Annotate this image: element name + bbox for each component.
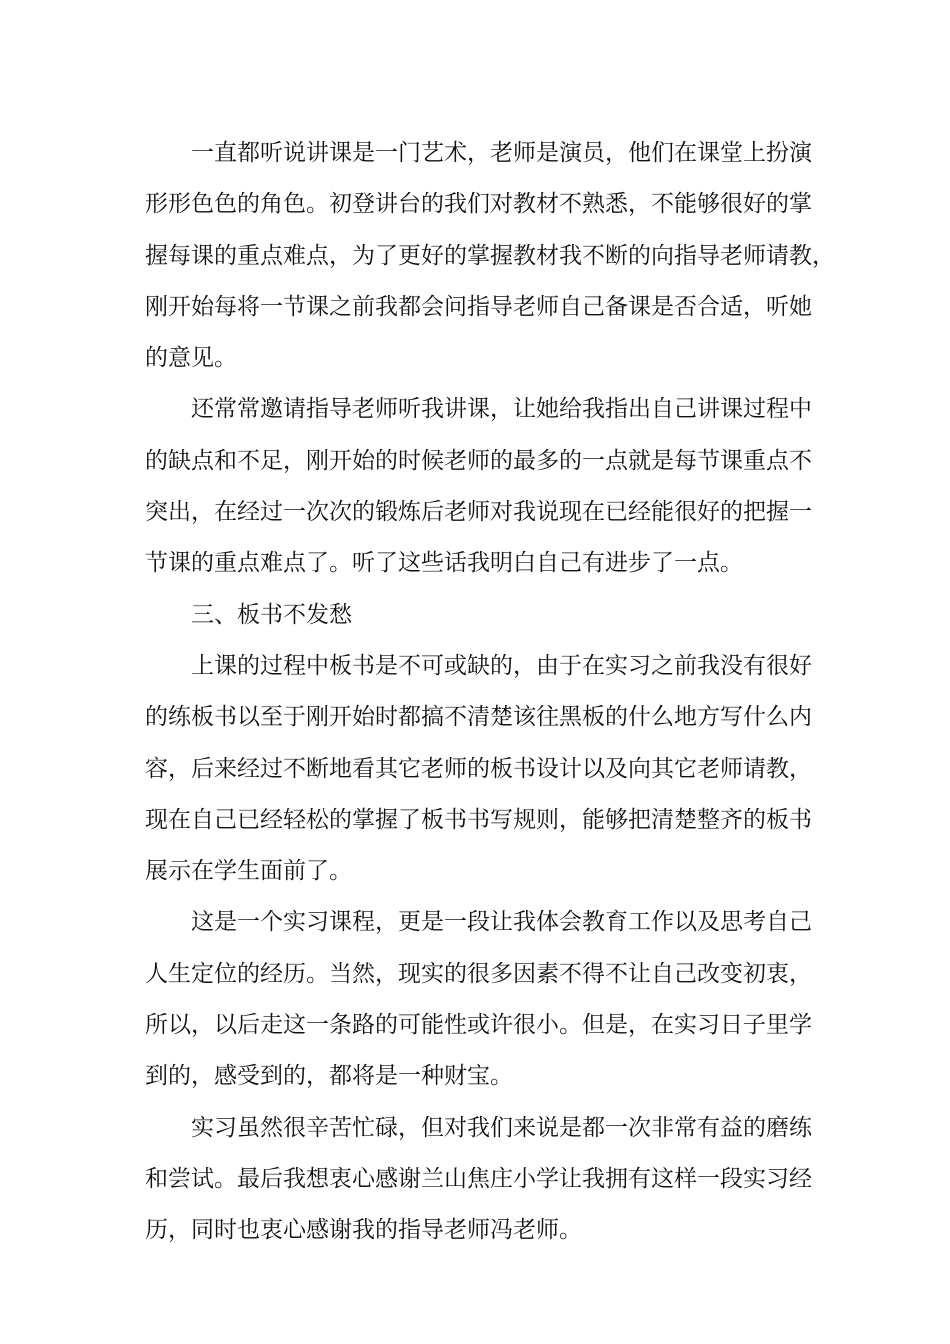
paragraph-2-line-1: 还常常邀请指导老师听我讲课，让她给我指出自己讲课过程中 <box>191 396 812 423</box>
paragraph-4-line-2: 人生定位的经历。当然，现实的很多因素不得不让自己改变初衷， <box>145 960 812 987</box>
paragraph-5-line-3: 历，同时也衷心感谢我的指导老师冯老师。 <box>145 1217 582 1244</box>
section-heading: 三、板书不发愁 <box>191 601 352 628</box>
paragraph-4-line-1: 这是一个实习课程，更是一段让我体会教育工作以及思考自己 <box>191 909 812 936</box>
paragraph-4-line-3: 所以，以后走这一条路的可能性或许很小。但是，在实习日子里学 <box>145 1012 812 1039</box>
paragraph-5-line-1: 实习虽然很辛苦忙碌，但对我们来说是都一次非常有益的磨练 <box>191 1114 812 1141</box>
paragraph-3-line-4: 现在自己已经轻松的掌握了板书书写规则，能够把清楚整齐的板书 <box>145 806 812 833</box>
paragraph-5-line-2: 和尝试。最后我想衷心感谢兰山焦庄小学让我拥有这样一段实习经 <box>145 1165 812 1192</box>
paragraph-1-line-1: 一直都听说讲课是一门艺术，老师是演员，他们在课堂上扮演 <box>191 140 812 166</box>
document-body <box>145 128 835 1257</box>
paragraph-4-line-4: 到的，感受到的，都将是一种财宝。 <box>145 1063 513 1090</box>
paragraph-3-line-5: 展示在学生面前了。 <box>145 858 352 885</box>
paragraph-3-line-2: 的练板书以至于刚开始时都搞不清楚该往黑板的什么地方写什么内 <box>145 704 812 731</box>
paragraph-2-line-4: 节课的重点难点了。听了这些话我明白自己有进步了一点。 <box>145 550 743 577</box>
paragraph-1-line-2: 形形色色的角色。初登讲台的我们对教材不熟悉，不能够很好的掌 <box>145 191 812 218</box>
paragraph-3-line-1: 上课的过程中板书是不可或缺的，由于在实习之前我没有很好 <box>191 652 812 679</box>
paragraph-3-line-3: 容，后来经过不断地看其它老师的板书设计以及向其它老师请教， <box>145 755 812 782</box>
paragraph-1-line-4: 刚开始每将一节课之前我都会问指导老师自己备课是否合适，听她 <box>145 293 812 320</box>
paragraph-2-line-2: 的缺点和不足，刚开始的时候老师的最多的一点就是每节课重点不 <box>145 447 812 474</box>
paragraph-2-line-3: 突出，在经过一次次的锻炼后老师对我说现在已经能很好的把握一 <box>145 499 812 526</box>
paragraph-1-line-3: 握每课的重点难点，为了更好的掌握教材我不断的向指导老师请教， <box>145 242 835 269</box>
paragraph-1-line-5: 的意见。 <box>145 345 237 372</box>
